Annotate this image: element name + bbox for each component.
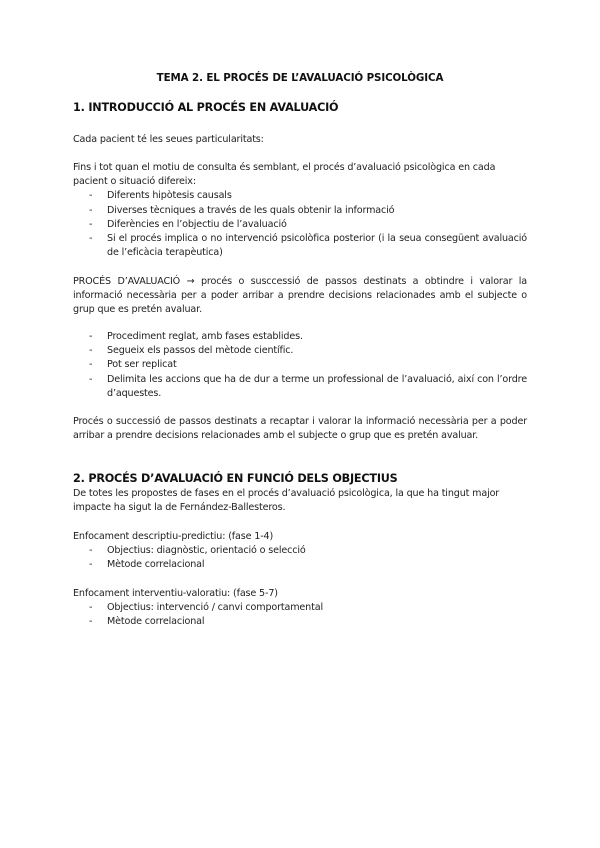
characteristics-block [73,330,527,401]
list-item: - Si el procés implica o no intervenció psicolòfica posterior (i la seua consegüent avaluació de l’eficàcia terapèutica) [73,232,527,260]
characteristics-list [73,330,527,401]
list-item: - Mètode correlacional [73,615,527,629]
list-item: - Procediment reglat, amb fases establides. [73,330,527,344]
section-1-paragraph [73,161,527,260]
approach-list [73,544,527,572]
list-item: - Diverses tècniques a través de les quals obtenir la informació [73,204,527,218]
approach-descriptive [73,530,527,573]
paragraph-text: Fins i tot quan el motiu de consulta és semblant, el procés d’avaluació psicològica en cada pacient o situació difereix: [73,162,496,188]
list-item: - Diferents hipòtesis causals [73,189,527,203]
section-2-intro: De totes les propostes de fases en el procés d’avaluació psicològica, la que ha tingut major impacte ha sigut la de Fernández-Ballesteros. [73,488,500,514]
list-item: - Segueix els passos del mètode científic. [73,344,527,358]
definition-paragraph: PROCÉS D’AVALUACIÓ → procés o susccessió de passos destinats a obtindre i valorar la informació necessària per a poder arribar a prendre decisions relacionades amb el subjecte o grup que es pretén avaluar. [73,276,527,316]
document-title: TEMA 2. EL PROCÉS DE L’AVALUACIÓ PSICOLÒGICA [156,72,444,84]
list-item: - Pot ser replicat [73,358,527,372]
list-item: - Delimita les accions que ha de dur a terme un professional de l’avaluació, així con l’ordre d’aquestes. [73,373,527,401]
approach-label: Enfocament descriptiu-predictiu: (fase 1-4) [73,531,274,542]
summary-paragraph: Procés o successió de passos destinats a recaptar i valorar la informació necessària per a poder arribar a prendre decisions relacionades amb el subjecte o grup que es pretén avaluar. [73,416,527,442]
list-item: - Mètode correlacional [73,558,527,572]
differences-list [73,189,527,260]
approach-label: Enfocament interventiu-valoratiu: (fase 5-7) [73,588,278,599]
approach-list [73,601,527,629]
list-item: - Diferències en l’objectiu de l’avaluació [73,218,527,232]
section-1-heading: 1. INTRODUCCIÓ AL PROCÉS EN AVALUACIÓ [73,101,339,114]
intro-text: Cada pacient té les seues particularitats: [73,134,264,145]
list-item: - Objectius: intervenció / canvi comportamental [73,601,527,615]
list-item: - Objectius: diagnòstic, orientació o selecció [73,544,527,558]
approach-interventive [73,587,527,630]
section-2-heading: 2. PROCÉS D’AVALUACIÓ EN FUNCIÓ DELS OBJECTIUS [73,472,398,485]
